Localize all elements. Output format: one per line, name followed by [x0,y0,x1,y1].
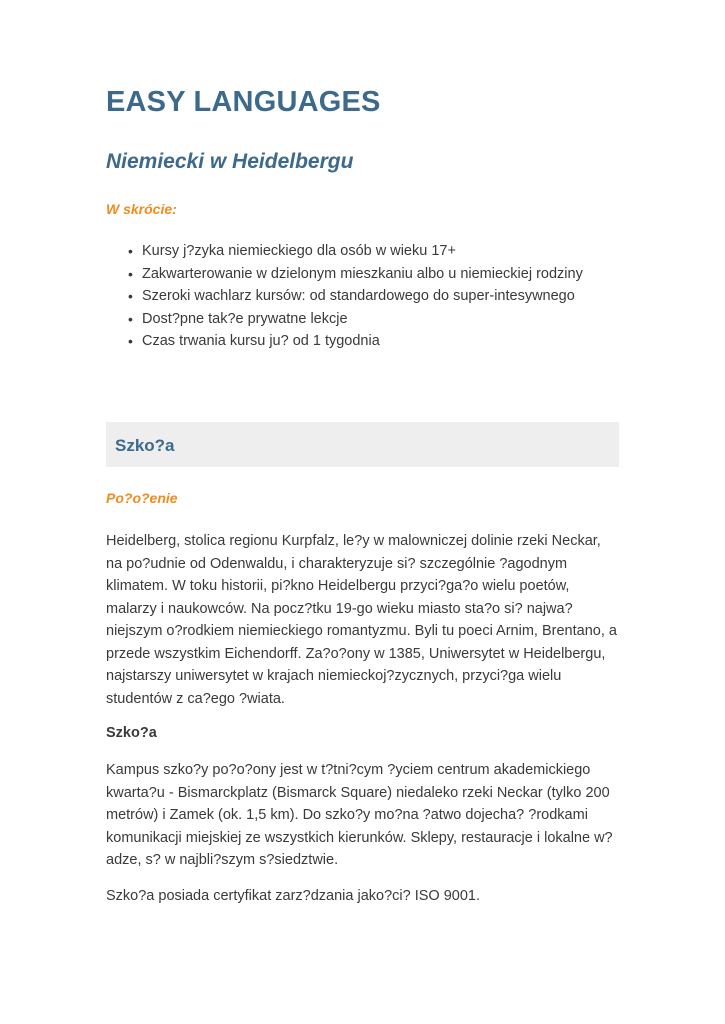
bullet-icon: • [128,288,133,304]
section-title: Szko?a [115,436,175,455]
bullet-icon: • [128,310,133,327]
school-subheading: Szko?a [106,725,157,741]
location-paragraph: Heidelberg, stolica regionu Kurpfalz, le?y w malowniczej dolinie rzeki Neckar, na po?udnie od Odenwaldu, i charakteryzuje si? szczególnie ?agodnym klimatem. W toku historii, pi?kno Heidelbergu przyci?ga?o wielu poetów, malarzy i naukowców. Na pocz?tku 19-go wieku miasto sta?o si? najwa?niejszym o?rodkiem niemieckiego romantyzmu. Byli tu poeci Arnim, Brentano, a przede wszystkim Eichendorff. Za?o?ony w 1385, Uniwersytet w Heidelbergu, najstarszy uniwersytet w krajach niemieckoj?zycznych, przyci?ga wielu studentów z ca?ego ?wiata. [106,533,617,707]
page-subtitle: Niemiecki w Heidelbergu [106,150,354,173]
brand-title: EASY LANGUAGES [106,86,381,118]
bullet-icon: • [128,243,133,259]
list-item-text: Szeroki wachlarz kursów: od standardowego do super-intesywnego [142,288,575,304]
school-section-bar [106,422,619,467]
list-item-text: Kursy j?zyka niemieckiego dla osób w wieku 17+ [142,243,456,259]
list-item-text: Zakwarterowanie w dzielonym mieszkaniu albo u niemieckiej rodziny [142,265,583,282]
summary-heading: W skrócie: [106,201,177,217]
bullet-icon: • [128,333,133,349]
campus-paragraph: Kampus szko?y po?o?ony jest w t?tni?cym ?yciem centrum akademickiego kwarta?u - Bismarckplatz (Bismarck Square) niedaleko rzeki Neckar (tylko 200 metrów) i Zamek (ok. 1,5 km). Do szko?y mo?na ?atwo dojecha? ?rodkami komunikacji miejskiej ze wszystkich kierunków. Sklepy, restauracje i lokalne w?adze, s? w najbli?szym s?siedztwie. [106,762,613,868]
bullet-icon: • [128,265,133,282]
list-item [128,285,583,308]
list-item [128,330,583,353]
summary-list [128,240,583,353]
list-item [128,308,583,331]
list-item-text: Czas trwania kursu ju? od 1 tygodnia [142,333,380,349]
certificate-paragraph: Szko?a posiada certyfikat zarz?dzania jako?ci? ISO 9001. [106,888,480,904]
location-heading: Po?o?enie [106,490,178,506]
list-item [128,240,583,263]
list-item-text: Dost?pne tak?e prywatne lekcje [142,310,348,327]
list-item [128,263,583,286]
